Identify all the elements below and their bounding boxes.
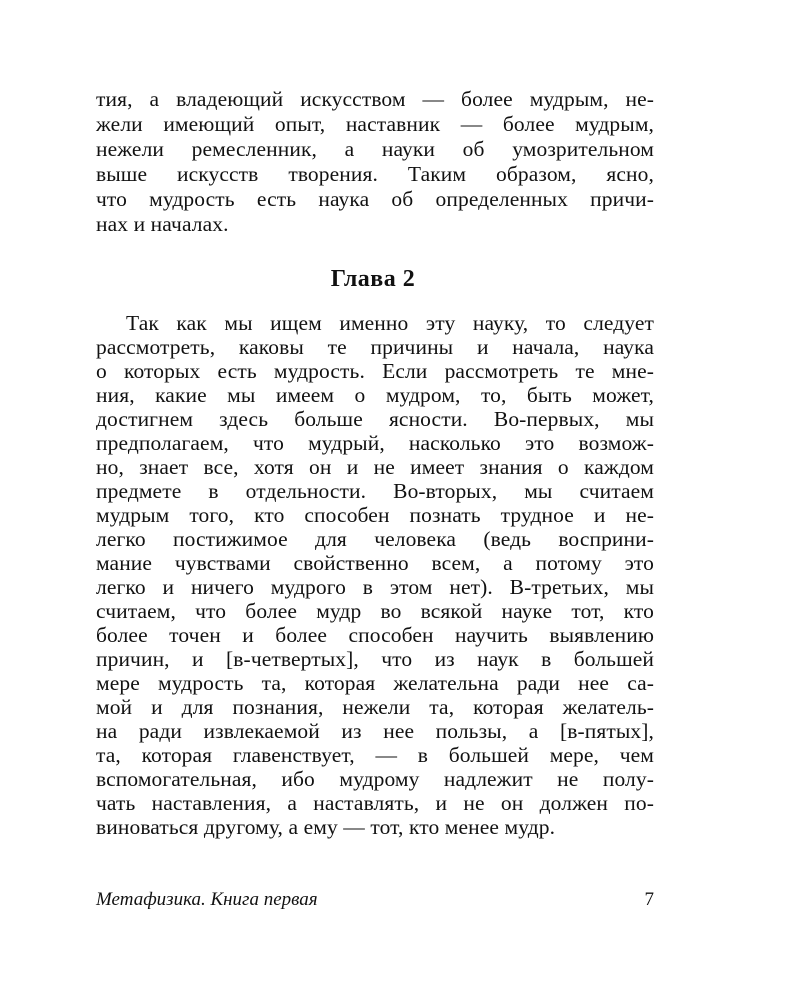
text-line: предполагаем, что мудрый, насколько это возмож-: [96, 431, 654, 455]
page-number: 7: [644, 889, 654, 910]
text-line: более точен и более способен научить выявлению: [96, 623, 654, 647]
text-line: мудрым того, кто способен познать трудное и не-: [96, 503, 654, 527]
text-line: легко постижимое для человека (ведь восприни-: [96, 527, 654, 551]
text-line: причин, и [в-четвертых], что из наук в большей: [96, 647, 654, 671]
text-line: мере мудрость та, которая желательна ради нее са-: [96, 671, 654, 695]
text-line: легко и ничего мудрого в этом нет). В-третьих, мы: [96, 575, 654, 599]
chapter-heading: Глава 2: [330, 266, 416, 292]
text-line: нах и началах.: [96, 212, 229, 236]
text-line: предмете в отдельности. Во-вторых, мы считаем: [96, 479, 654, 503]
text-line: считаем, что более мудр во всякой науке тот, кто: [96, 599, 654, 623]
text-line: о которых есть мудрость. Если рассмотреть те мне-: [96, 359, 654, 383]
text-line: та, которая главенствует, — в большей мере, чем: [96, 743, 654, 767]
text-line: что мудрость есть наука об определенных причи-: [96, 187, 654, 211]
text-line: выше искусств творения. Таким образом, ясно,: [96, 162, 654, 186]
text-line: нежели ремесленник, а науки об умозрительном: [96, 137, 654, 161]
text-line: достигнем здесь больше ясности. Во-первых, мы: [96, 407, 654, 431]
text-line: ния, какие мы имеем о мудром, то, быть может,: [96, 383, 654, 407]
text-line: Так как мы ищем именно эту науку, то следует: [126, 311, 654, 335]
text-line: мой и для познания, нежели та, которая желатель-: [96, 695, 654, 719]
text-line: но, знает все, хотя он и не имеет знания о каждом: [96, 455, 654, 479]
text-line: рассмотреть, каковы те причины и начала, наука: [96, 335, 654, 359]
text-line: виноваться другому, а ему — тот, кто менее мудр.: [96, 815, 556, 839]
text-line: мание чувствами свойственно всем, а потому это: [96, 551, 654, 575]
text-line: чать наставления, а наставлять, и не он должен по-: [96, 791, 654, 815]
text-line: тия, а владеющий искусством — более мудрым, не-: [96, 87, 654, 111]
text-line: на ради извлекаемой из нее пользы, а [в-пятых],: [96, 719, 654, 743]
text-line: жели имеющий опыт, наставник — более мудрым,: [96, 112, 654, 136]
text-line: вспомогательная, ибо мудрому надлежит не полу-: [96, 767, 654, 791]
running-title: Метафизика. Книга первая: [96, 889, 318, 910]
